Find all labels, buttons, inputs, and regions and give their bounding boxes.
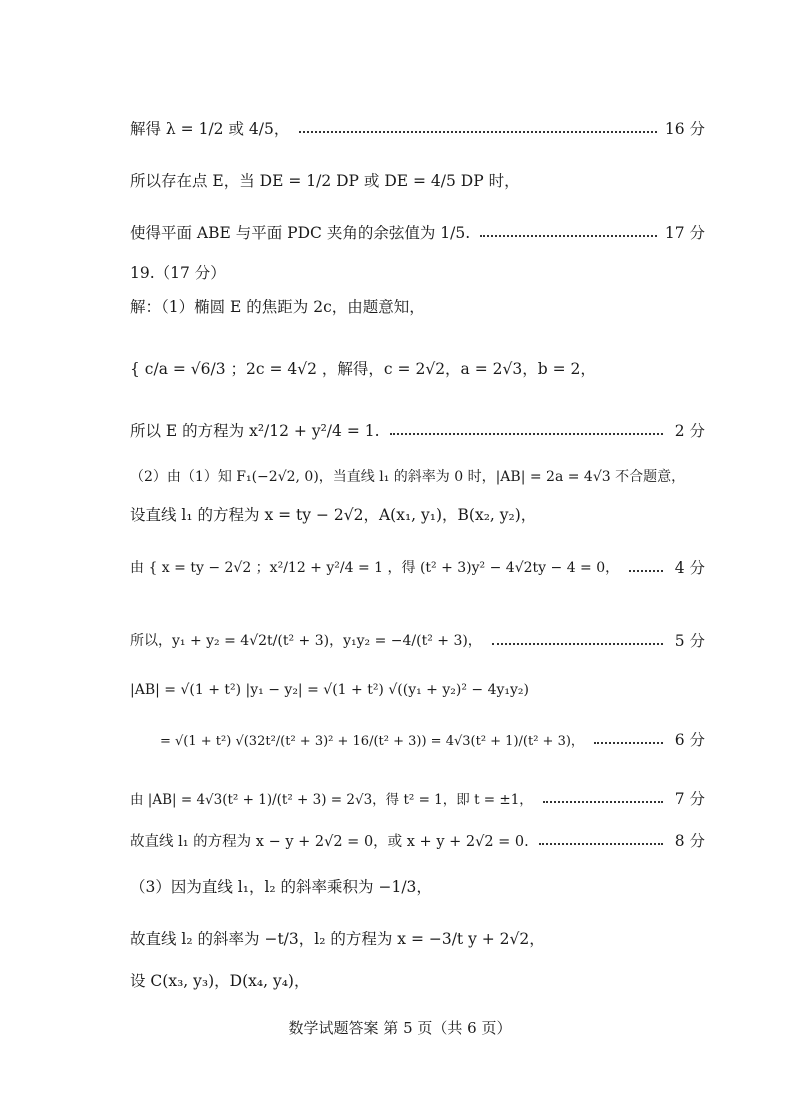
line-text: { c/a = √6/3 ；2c = 4√2 ，解得，c = 2√2，a = 2√3，b = 2， [130, 360, 596, 378]
answer-line-10 [130, 536, 705, 598]
score-label: 16 分 [664, 120, 705, 138]
line-text: 故直线 l₁ 的方程为 x − y + 2√2 = 0，或 x + y + 2√2 = 0. [130, 833, 529, 850]
line-text: 故直线 l₂ 的斜率为 −t/3，l₂ 的方程为 x = −3/t y + 2√2， [130, 930, 545, 948]
score-label: 4 分 [674, 559, 705, 577]
dot-leader [390, 433, 663, 435]
answer-line-8 [130, 456, 705, 496]
line-text: = √(1 + t²) √(32t²/(t² + 3)² + 16/(t² + 3)) = 4√3(t² + 1)/(t² + 3)， [160, 733, 584, 749]
dot-leader [629, 570, 663, 572]
answer-line-13 [160, 714, 705, 764]
line-text: 所以存在点 E，当 DE = 1/2 DP 或 DE = 4/5 DP 时， [130, 172, 520, 190]
dot-leader [539, 843, 663, 845]
line-text: 由 { x = ty − 2√2 ；x²/12 + y²/4 = 1 ，得 (t² + 3)y² − 4√2ty − 4 = 0， [130, 560, 620, 576]
score-label: 5 分 [674, 632, 705, 650]
line-text: 设 C(x₃, y₃)，D(x₄, y₄)， [130, 972, 310, 990]
score-label: 8 分 [674, 832, 705, 850]
answer-line-5 [130, 286, 705, 326]
dot-leader [594, 742, 663, 744]
line-text: 19.（17 分） [130, 264, 226, 282]
line-text: |AB| = √(1 + t²) |y₁ − y₂| = √(1 + t²) √((y₁ + y₂)² − 4y₁y₂) [130, 682, 529, 698]
line-text: 使得平面 ABE 与平面 PDC 夹角的余弦值为 1/5. [130, 224, 471, 242]
score-label: 2 分 [674, 422, 705, 440]
answer-line-9 [130, 494, 705, 534]
answer-line-7 [130, 410, 705, 450]
answer-line-15 [130, 820, 705, 860]
line-text: 解得 λ = 1/2 或 4/5， [130, 120, 290, 138]
answer-line-6 [130, 338, 705, 398]
dot-leader [480, 235, 657, 237]
page-footer: 数学试题答案 第 5 页（共 6 页） [288, 1019, 512, 1037]
answer-line-3 [130, 212, 705, 252]
answer-line-1 [130, 108, 705, 148]
line-text: 所以，y₁ + y₂ = 4√2t/(t² + 3)，y₁y₂ = −4/(t² + 3)， [130, 633, 482, 649]
dot-leader [543, 801, 663, 803]
answer-line-14 [130, 776, 705, 820]
line-text: （3）因为直线 l₁，l₂ 的斜率乘积为 −1/3， [130, 878, 432, 896]
line-text: 解：（1）椭圆 E 的焦距为 2c，由题意知， [130, 298, 425, 316]
line-text: 设直线 l₁ 的方程为 x = ty − 2√2，A(x₁, y₁)，B(x₂, y₂)， [130, 506, 537, 524]
score-label: 7 分 [674, 790, 705, 808]
line-text: 由 |AB| = 4√3(t² + 1)/(t² + 3) = 2√3，得 t² = 1，即 t = ±1， [130, 792, 533, 808]
answer-line-17 [130, 918, 705, 958]
answer-line-11 [130, 620, 705, 660]
dot-leader [299, 131, 657, 133]
line-text: 所以 E 的方程为 x²/12 + y²/4 = 1. [130, 422, 380, 440]
score-label: 6 分 [674, 731, 705, 749]
answer-line-18 [130, 960, 705, 1000]
answer-line-16 [130, 866, 705, 906]
score-label: 17 分 [664, 224, 705, 242]
line-text: （2）由（1）知 F₁(−2√2, 0)，当直线 l₁ 的斜率为 0 时，|AB| = 2a = 4√3 不合题意， [130, 469, 686, 485]
answer-line-12 [130, 670, 705, 710]
dot-leader [492, 643, 663, 645]
answer-line-2 [130, 160, 705, 200]
